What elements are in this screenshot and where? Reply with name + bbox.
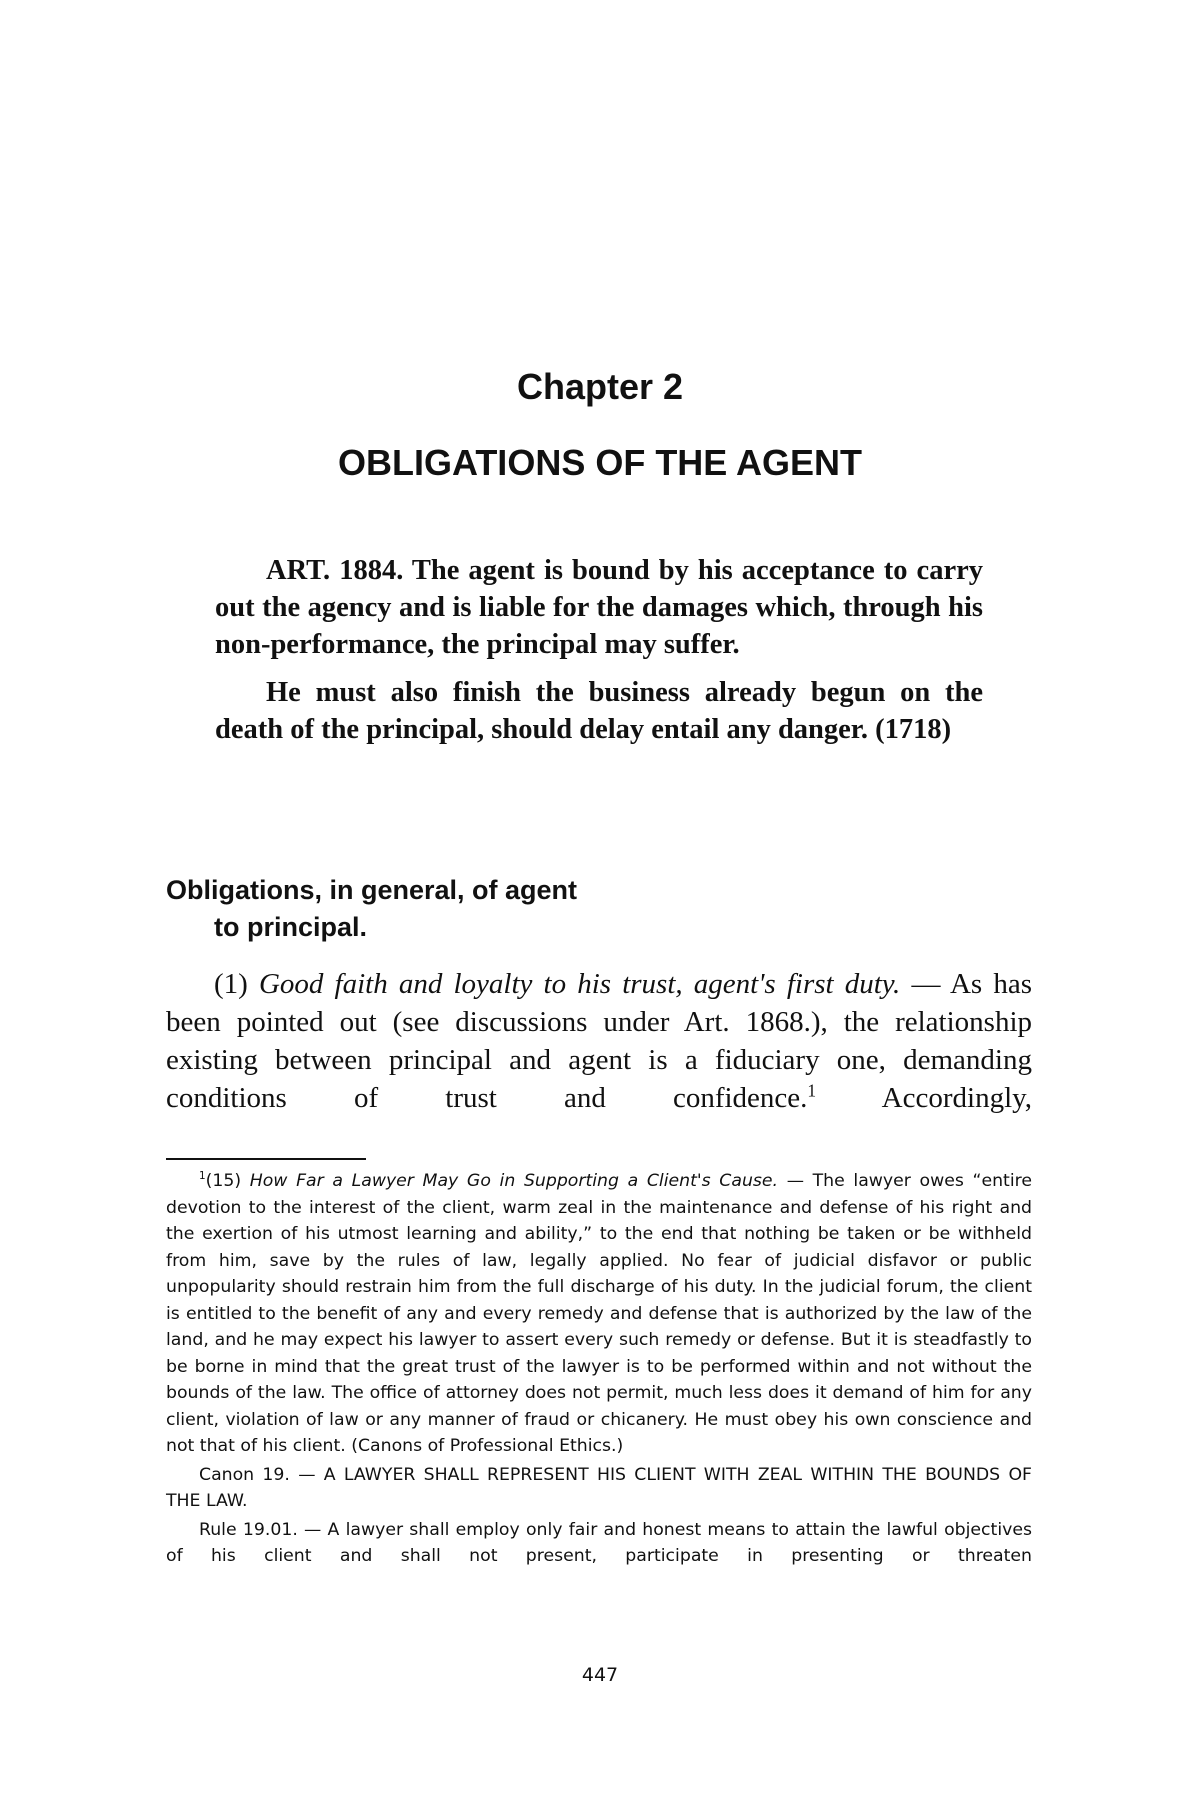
footnote-1-marker: 1	[199, 1170, 206, 1183]
body-text	[166, 965, 1032, 1117]
body-trailing-text: Accordingly,	[881, 1082, 1032, 1114]
footnote-reference: 1	[807, 1080, 817, 1101]
body-paragraph	[166, 965, 1032, 1117]
body-paragraph-number: (1)	[214, 968, 248, 1000]
chapter-label: Chapter 2	[516, 366, 684, 407]
article-paragraph-1: ART. 1884. The agent is bound by his acceptance to carry out the agency and is liable for the damages which, through his non-performance, the principal may suffer.	[215, 555, 983, 660]
footnote-1-number: (15)	[205, 1171, 242, 1191]
page-number: 447	[581, 1664, 619, 1686]
article-paragraph-2: He must also finish the business already begun on the death of the principal, should delay entail any danger. (1718)	[215, 677, 983, 745]
section-heading	[166, 872, 966, 946]
footnote-canon-19: Canon 19. — A LAWYER SHALL REPRESENT HIS CLIENT WITH ZEAL WITHIN THE BOUNDS OF THE LAW.	[166, 1464, 1032, 1511]
footnote-rule-19-01: Rule 19.01. — A lawyer shall employ only fair and honest means to attain the lawful objectives of his client and shall not present, participate in presenting or threaten	[166, 1519, 1032, 1566]
section-heading-line-1: Obligations, in general, of agent	[166, 875, 578, 905]
footnote-divider	[166, 1158, 366, 1160]
footnote-1-title: How Far a Lawyer May Go in Supporting a Client's Cause.	[249, 1171, 779, 1191]
footnotes	[166, 1168, 1032, 1572]
section-heading-line-2: to principal.	[214, 912, 368, 942]
article-1884	[215, 552, 983, 759]
body-italic-title: Good faith and loyalty to his trust, agent's first duty.	[258, 968, 901, 1000]
footnote-1-text: — The lawyer owes “entire devotion to the interest of the client, warm zeal in the maintenance and defense of his right and the exertion of his utmost learning and ability,” to the end that nothing be taken or be withheld from him, save by the rules of law, legally applied. No fear of judicial disfavor or public unpopularity should restrain him from the full discharge of his duty. In the judicial forum, the client is entitled to the benefit of any and every remedy and defense that is authorized by the law of the land, and he may expect his lawyer to assert every such remedy or defense. But it is steadfastly to be borne in mind that the great trust of the lawyer is to be performed within and not without the bounds of the law. The office of attorney does not permit, much less does it demand of him for any client, violation of law or any manner of fraud or chicanery. He must obey his own conscience and not that of his client. (Canons of Professional Ethics.)	[166, 1171, 1032, 1456]
footnote-1	[166, 1168, 1032, 1460]
chapter-title: OBLIGATIONS OF THE AGENT	[338, 442, 862, 483]
body-paragraph-text: — As has been pointed out (see discussions under Art. 1868.), the relationship existing between principal and agent is a fiduciary one, demanding conditions of trust and confidence.	[166, 968, 1032, 1114]
